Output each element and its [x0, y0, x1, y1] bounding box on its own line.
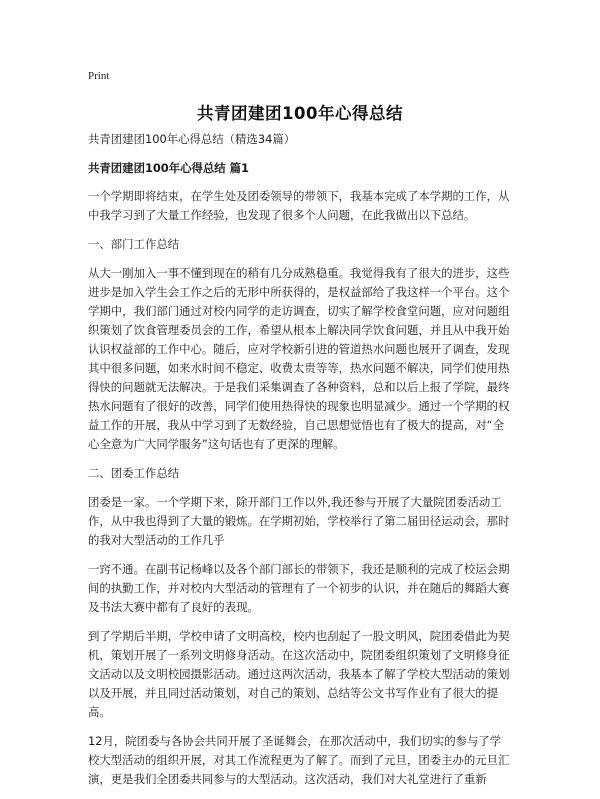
page-title: 共青团建团100年心得总结 [197, 104, 403, 123]
document-body [88, 130, 512, 799]
paragraph-league-4: 12月，院团委与各协会共同开展了圣诞舞会，在那次活动中，我们切实的参与了学校大型活动的组织开展，对其工作流程更为了解了。而到了元旦，团委主办的元旦汇演，更是我们全团委共同参与的大型活动。这次活动，我们对大礼堂进行了重新 [88, 734, 510, 786]
paragraph-league-1: 团委是一家。一个学期下来，除开部门工作以外,我还参与开展了大量院团委活动工作，从中我也得到了大量的锻炼。在学期初始，学校举行了第二届田径运动会，那时的我对大型活动的工作几乎 [88, 495, 510, 547]
paragraph-intro: 一个学期即将结束，在学生处及团委领导的带领下，我基本完成了本学期的工作，从中我学习到了大量工作经验，也发现了很多个人问题，在此我做出以下总结。 [88, 189, 510, 222]
paragraph-league-2: 一窍不通。在副书记杨峰以及各个部门部长的带领下，我还是顺利的完成了校运会期间的执勤工作，并对校内大型活动的管理有了一个初步的认识，并在随后的舞蹈大赛及书法大赛中都有了良好的表现。 [88, 562, 510, 614]
document-subtitle: 共青团建团100年心得总结（精选34篇） [88, 132, 296, 146]
section-heading: 共青团建团100年心得总结 篇1 [88, 161, 249, 175]
paragraph-league-3: 到了学期后半期，学校申请了文明高校，校内也刮起了一股文明风，院团委借此为契机，策划开展了一系列文明修身活动。在这次活动中，院团委组织策划了文明修身征文活动以及文明校园摄影活动。通过这两次活动，我基本了解了学校大型活动的策划以及开展，并且同过活动策划，对自己的策划、总结等公文书写作业有了很大的提高。 [88, 629, 510, 719]
paragraph-department: 从大一刚加入一事不懂到现在的稍有几分成熟稳重。我觉得我有了很大的进步，这些进步是加入学生会工作之后的无形中所获得的，是权益部给了我这样一个平台。这个学期中，我们部门通过对校内同学的走访调查，切实了解学校食堂问题，应对问题组织策划了饮食管理委员会的工作，希望从根本上解决同学饮食问题，并且从中我开始认识权益部的工作中心。随后，应对学校新引进的管道热水问题也展开了调查，发现其中很多问题，如来水时间不稳定、收费太贵等等，热水问题不解决，同学们使用热得快的问题就无法解决。于是我们采集调查了各种资料，总和以后上报了学院，最终热水问题有了很好的改善，同学们使用热得快的现象也明显减少。通过一个学期的权益工作的开展，我从中学习到了无数经验，自己思想觉悟也有了极大的提高，对“全心全意为广大同学服务”这句话也有了更深的理解。 [88, 266, 510, 451]
heading-department-summary: 一、部门工作总结 [88, 237, 180, 251]
heading-league-summary: 二、团委工作总结 [88, 466, 180, 480]
print-label: Print [88, 70, 110, 82]
